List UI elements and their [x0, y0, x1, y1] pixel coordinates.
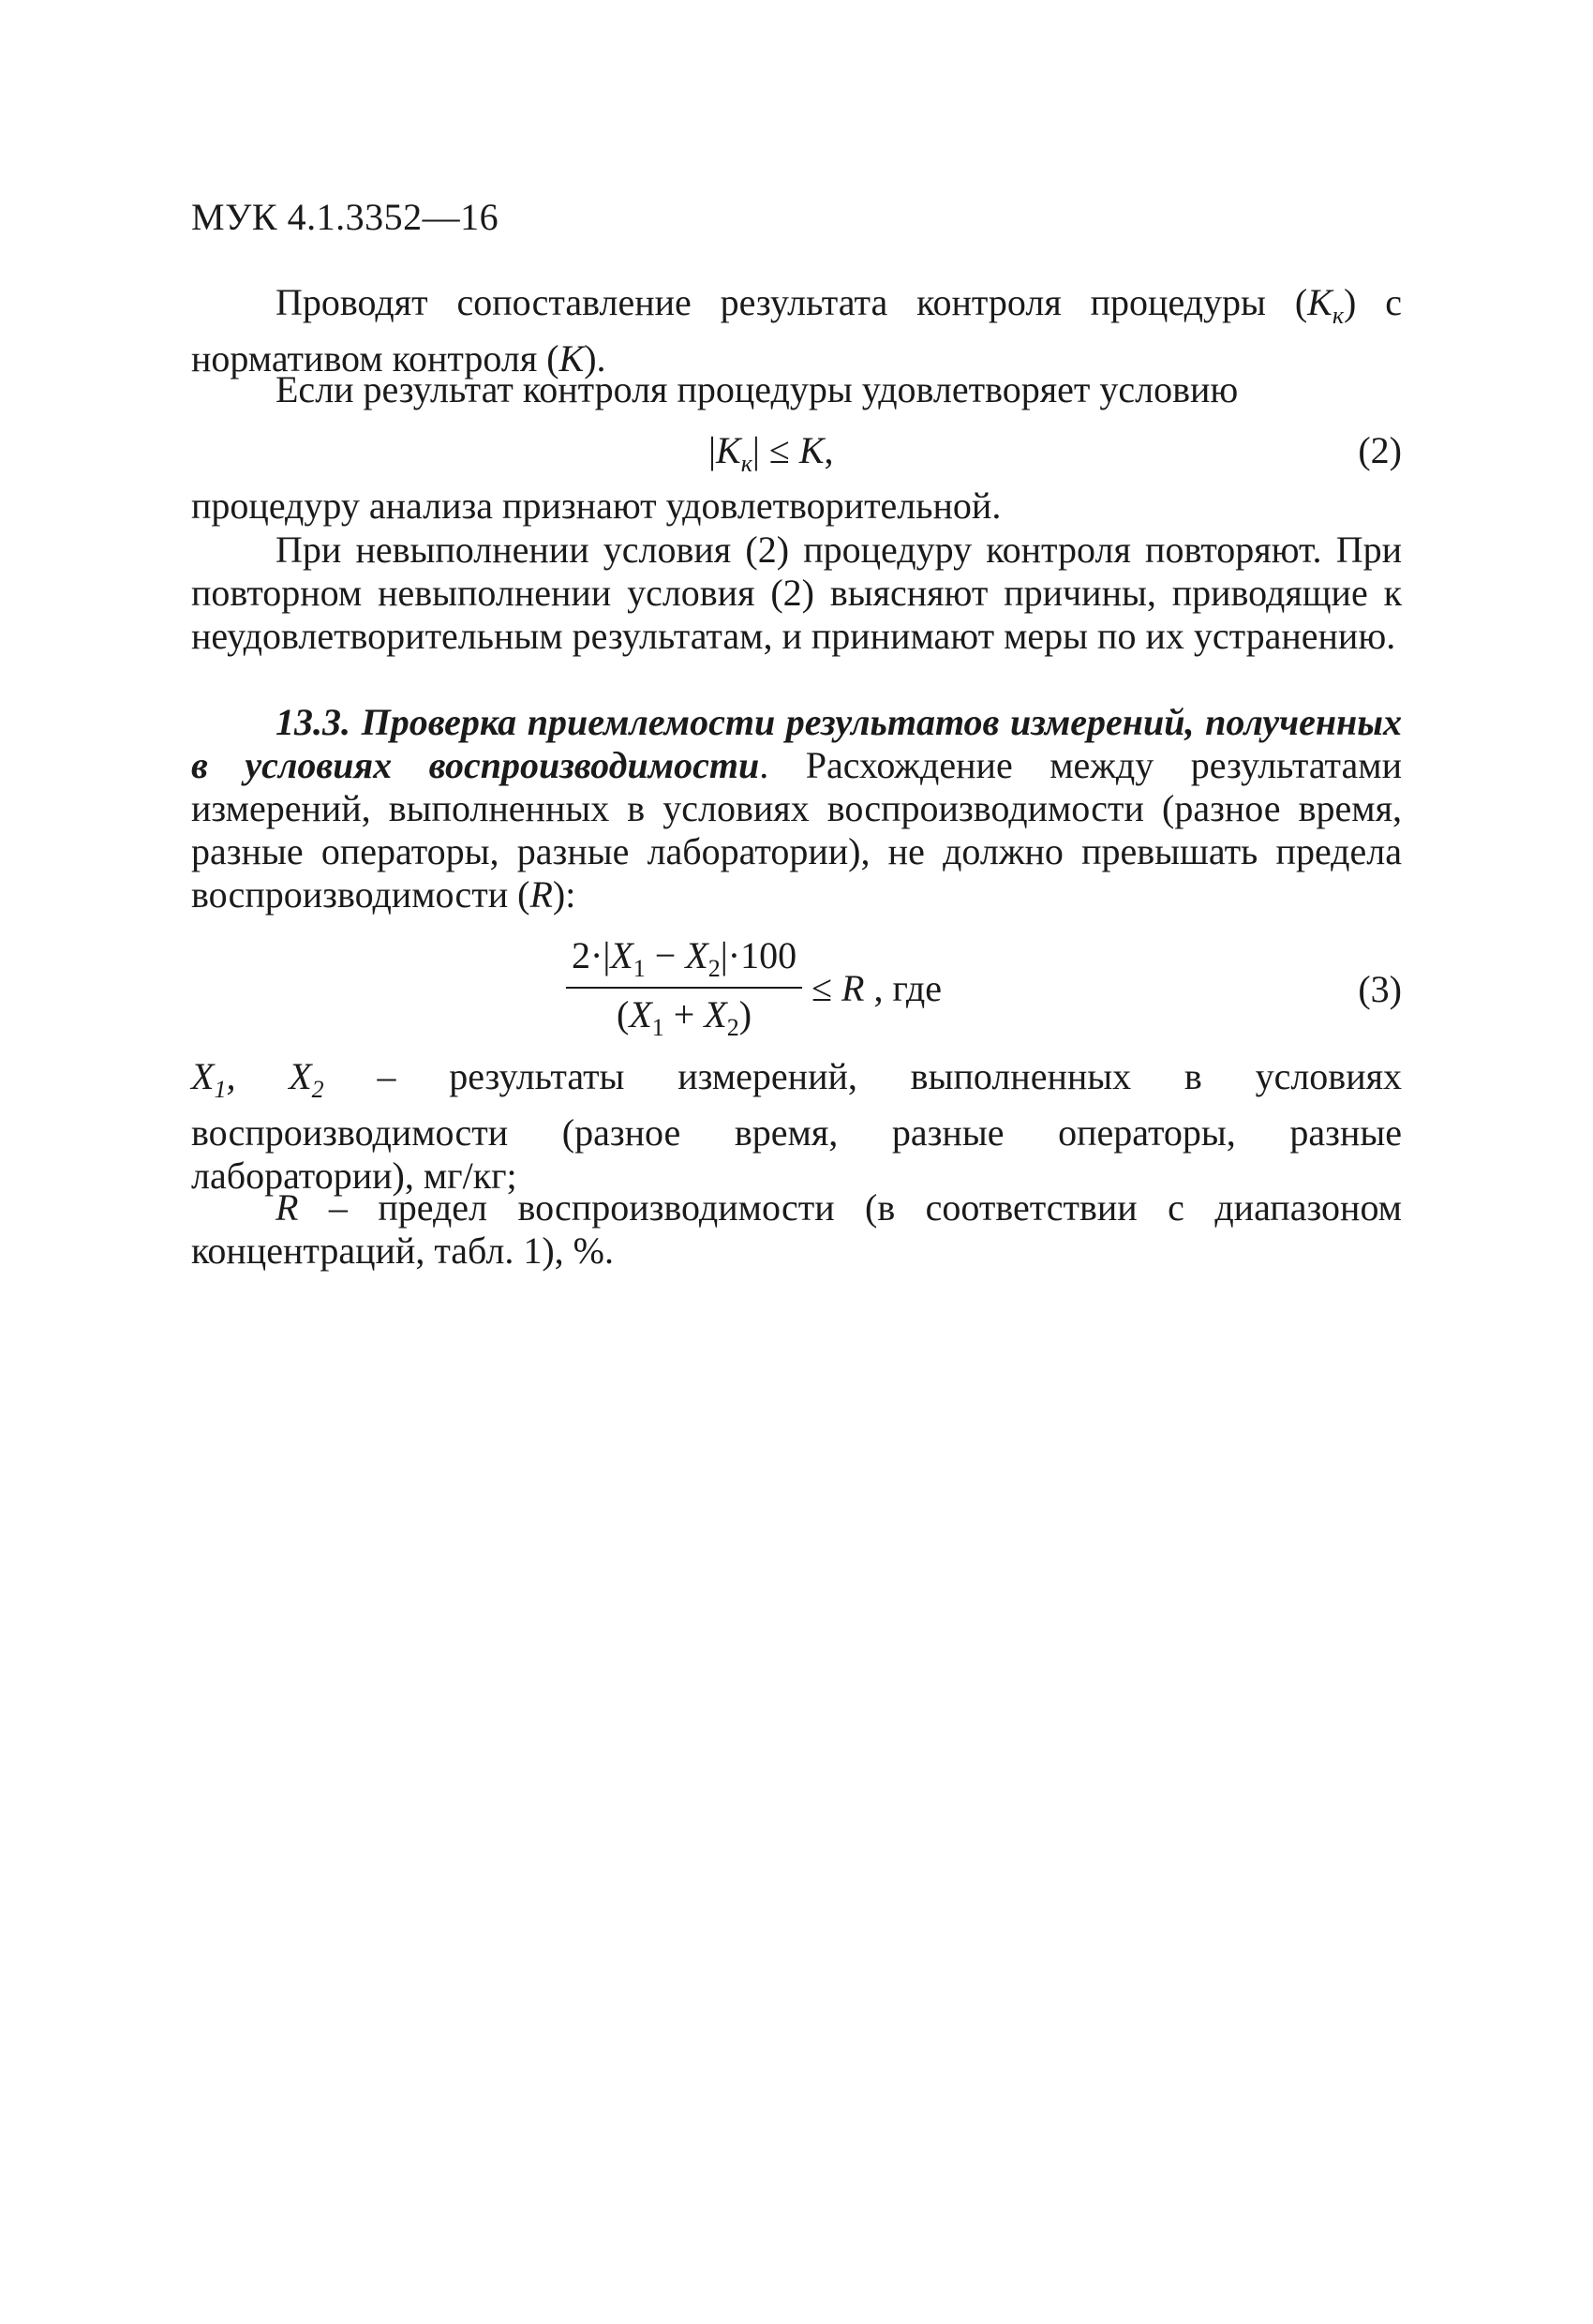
eq2-k2: K — [798, 429, 825, 471]
eq3-fraction — [566, 933, 802, 1042]
paragraph-satisfactory — [191, 484, 1402, 528]
eq2-comma: , — [824, 429, 834, 471]
paragraph-condition — [191, 368, 1402, 411]
p3-text: процедуру анализа признают удовлетворительной. — [191, 484, 1002, 527]
p5-text-a: . Расхождение между результатами измерений, выполненных в условиях воспроизводимости (разное время, разные операторы, разные лаборатории), не должно превышать предела воспроизводимости ( — [191, 744, 1402, 916]
eq3-num-b: |·100 — [720, 934, 797, 976]
p7-r: R — [275, 1186, 299, 1229]
p6-text: – результаты измерений, выполненных в условиях воспроизводимости (разное время, разные операторы, разные лаборатории), мг/кг; — [191, 1055, 1403, 1197]
paragraph-comparison — [191, 281, 1402, 380]
eq3-denominator — [566, 989, 802, 1042]
eq3-ds1: 1 — [651, 1014, 664, 1041]
paragraph-x-definition — [191, 1055, 1402, 1198]
p1-text-a: Проводят сопоставление результата контроля процедуры ( — [275, 281, 1308, 323]
paragraph-r-definition — [191, 1186, 1402, 1273]
eq2-bar: | — [708, 429, 717, 471]
p5-r: R — [529, 873, 553, 916]
equation-2 — [708, 428, 834, 478]
eq3-den-open: ( — [617, 993, 630, 1035]
eq3-plus: + — [663, 993, 705, 1035]
equation-3 — [566, 933, 942, 1042]
eq3-num-a: 2·| — [572, 934, 611, 976]
eq2-k-sub: к — [740, 450, 752, 477]
eq3-dx1: X — [629, 993, 652, 1035]
paragraph-reproducibility — [191, 701, 1402, 916]
eq3-ds2: 2 — [726, 1014, 739, 1041]
symbol-k: K — [1307, 281, 1332, 323]
document-code: МУК 4.1.3352—16 — [191, 196, 499, 238]
eq3-minus: − — [645, 934, 686, 976]
symbol-k-sub: к — [1332, 302, 1344, 329]
p6-s1: 1 — [214, 1076, 227, 1103]
eq3-dx2: X — [704, 993, 727, 1035]
eq3-tail-b: , где — [864, 966, 943, 1009]
eq3-s2: 2 — [707, 955, 721, 982]
eq2-k: K — [716, 429, 741, 471]
eq3-den-close: ) — [738, 993, 752, 1035]
eq3-s1: 1 — [633, 955, 646, 982]
p4-text: При невыполнении условия (2) процедуру контроля повторяют. При повторном невыполнении условия (2) выясняют причины, приводящие к неудовлетворительным результатам, и принимают меры по их устранению. — [191, 529, 1402, 657]
eq3-numerator — [566, 933, 802, 989]
p2-text: Если результат контроля процедуры удовлетворяет условию — [275, 368, 1239, 410]
p1-text-c: ). — [584, 337, 606, 380]
eq3-tail — [811, 966, 942, 1010]
symbol-k2: K — [558, 337, 585, 380]
p6-sep: , — [226, 1055, 290, 1097]
eq3-r: R — [841, 966, 865, 1009]
eq3-x2: X — [685, 934, 708, 976]
p5-text-b: ): — [552, 873, 576, 916]
p1-text-b: ) с нормативом контроля ( — [191, 281, 1402, 380]
eq3-tail-a: ≤ — [811, 966, 842, 1009]
section-heading: 13.3. Проверка приемлемости результатов измерений, полученных в условиях воспроизводимости — [191, 701, 1402, 786]
equation-3-number: (3) — [1358, 968, 1402, 1010]
p6-x2: X — [289, 1055, 312, 1097]
paragraph-repeat — [191, 529, 1402, 658]
equation-2-number: (2) — [1358, 429, 1402, 471]
eq3-x1: X — [610, 934, 633, 976]
p7-text: – предел воспроизводимости (в соответствии с диапазоном концентраций, табл. 1), %. — [191, 1186, 1402, 1272]
p6-x1: X — [191, 1055, 215, 1097]
eq2-rest: | ≤ — [752, 429, 799, 471]
p6-s2: 2 — [311, 1076, 324, 1103]
